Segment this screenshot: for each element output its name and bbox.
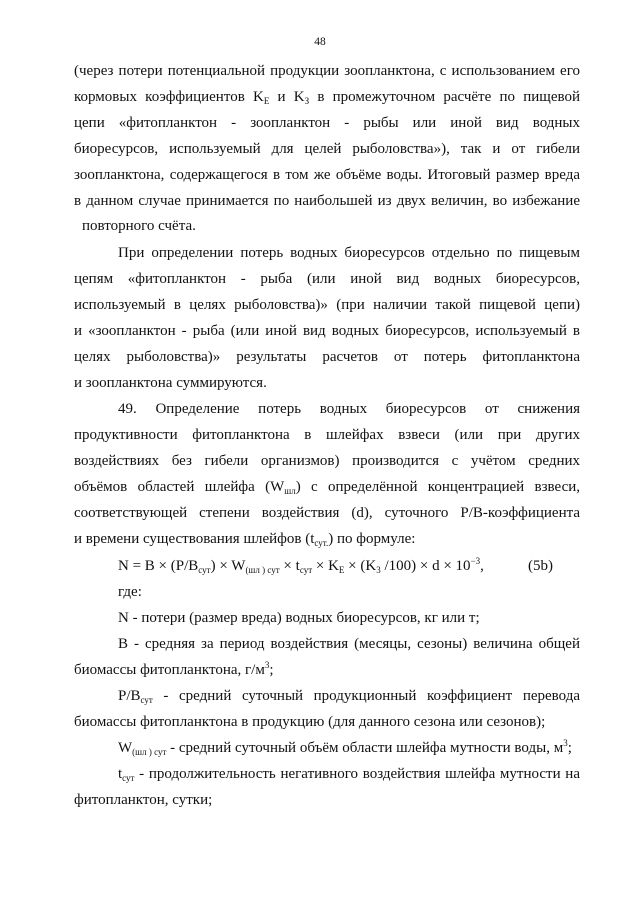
- paragraph-1-line-5: зоопланктона, содержащегося в том же объёме воды. Итоговый размер вреда: [74, 167, 580, 183]
- paragraph-2-line-6: и зоопланктона суммируются.: [74, 375, 267, 391]
- definition-b-line-1: B - средняя за период воздействия (месяцы, сезоны) величина общей: [118, 636, 580, 652]
- paragraph-3-line-2: продуктивности фитопланктона в шлейфах взвеси (или при других: [74, 427, 580, 443]
- definition-pb-line-1: $P/B_{сут}$ - средний суточный продукционный коэффициент перевода: [118, 688, 580, 705]
- paragraph-3-line-3: воздействиях без гибели организмов) производится с учётом средних: [74, 453, 580, 469]
- paragraph-1-line-1: (через потери потенциальной продукции зоопланктона, с использованием его: [74, 63, 580, 79]
- paragraph-3-line-6: и времени существования шлейфов $(t_{сут.})$ по формуле:: [74, 531, 416, 548]
- definition-b-line-2: биомассы фитопланктона, $г/м^3$;: [74, 660, 274, 678]
- paragraph-2-line-2: цепям «фитопланктон - рыба (или иной вид водных биоресурсов,: [74, 271, 580, 287]
- definition-n: N - потери (размер вреда) водных биоресурсов, кг или т;: [118, 610, 480, 626]
- paragraph-1-line-3: цепи «фитопланктон - зоопланктон - рыбы или иной вид водных: [74, 115, 580, 131]
- formula-number: (5b): [528, 558, 553, 574]
- definition-w: $W_{(шл ) сут}$ - средний суточный объём области шлейфа мутности воды, $м^3$;: [118, 738, 572, 757]
- paragraph-2-line-3: используемый в целях рыболовства)» (при наличии такой пищевой цепи): [74, 297, 580, 313]
- page-number: 48: [314, 36, 326, 48]
- paragraph-1-line-2: кормовых коэффициентов $K_E$ и $K_З$ в промежуточном расчёте по пищевой: [74, 89, 580, 106]
- definition-pb-line-2: биомассы фитопланктона в продукцию (для данного сезона или сезонов);: [74, 714, 546, 730]
- definition-t-line-1: $t_{сут}$ - продолжительность негативного воздействия шлейфа мутности на: [118, 766, 580, 783]
- paragraph-2-line-5: целях рыболовства)» результаты расчетов от потерь фитопланктона: [74, 349, 580, 365]
- paragraph-3-line-4: объёмов областей шлейфа $(W_{шл})$ с определённой концентрацией взвеси,: [74, 479, 580, 496]
- paragraph-3-line-5: соответствующей степени воздействия (d), суточного P/B-коэффициента: [74, 505, 580, 521]
- definition-t-line-2: фитопланктон, сутки;: [74, 792, 213, 808]
- paragraph-1-line-6: в данном случае принимается по наибольшей из двух величин, во избежание: [74, 193, 580, 209]
- formula: $N = B \times (P/B_{сут}) \times W_{(шл ) сут} \times t_{сут} \times K_E \times (K_3$ $/100) \times d \times 10^{-3}$,: [118, 556, 484, 575]
- paragraph-1-line-4: биоресурсов, используемый для целей рыболовства»), так и от гибели: [74, 141, 580, 157]
- where-label: где:: [118, 584, 142, 600]
- paragraph-2-line-1: При определении потерь водных биоресурсов отдельно по пищевым: [118, 245, 580, 261]
- paragraph-2-line-4: и «зоопланктон - рыба (или иной вид водных биоресурсов, используемый в: [74, 323, 580, 339]
- paragraph-1-line-7: повторного счёта.: [82, 218, 196, 234]
- paragraph-3-line-1: 49. Определение потерь водных биоресурсов от снижения: [118, 401, 580, 417]
